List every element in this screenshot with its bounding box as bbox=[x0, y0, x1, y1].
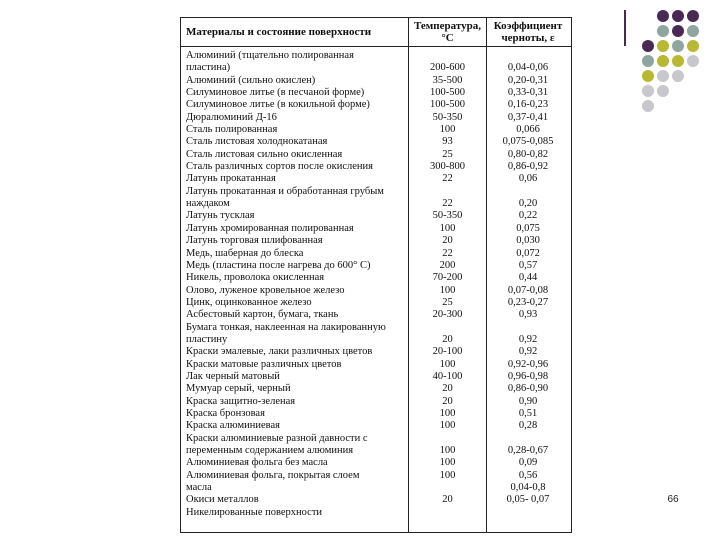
cell-material: Силуминовое литье (в кокильной форме) bbox=[186, 99, 370, 111]
cell-emissivity: 0,072 bbox=[516, 247, 540, 259]
cell-emissivity: 0,37-0,41 bbox=[507, 111, 549, 123]
cell-temperature: 100 bbox=[439, 445, 456, 456]
table-row bbox=[180, 75, 572, 87]
cell-material: Латунь хромированная полированная bbox=[186, 222, 354, 234]
cell-emissivity: 0,44 bbox=[518, 272, 538, 284]
table-row bbox=[180, 445, 572, 457]
table-row bbox=[180, 433, 572, 445]
cell-emissivity: 0,90 bbox=[518, 395, 538, 407]
decor-dot bbox=[657, 85, 669, 97]
cell-emissivity: 0,93 bbox=[518, 309, 538, 321]
decor-dot bbox=[687, 40, 699, 52]
cell-temperature: 40-100 bbox=[432, 370, 463, 382]
cell-emissivity: 0,80-0,82 bbox=[507, 148, 549, 160]
cell-emissivity: 0,04-0,8 bbox=[510, 482, 546, 494]
table-row bbox=[180, 322, 572, 334]
accent-bar bbox=[624, 10, 626, 46]
table-row bbox=[180, 136, 572, 148]
decor-dot bbox=[657, 10, 669, 22]
decor-dot bbox=[657, 25, 669, 37]
cell-emissivity: 0,51 bbox=[518, 407, 538, 419]
cell-temperature: 20 bbox=[442, 235, 453, 247]
table-row bbox=[180, 383, 572, 395]
cell-material: Краски эмалевые, лаки различных цветов bbox=[186, 346, 373, 358]
cell-temperature: 20 bbox=[442, 383, 453, 395]
table-row bbox=[180, 507, 572, 519]
cell-material: Краски алюминиевые разной давности с bbox=[186, 432, 368, 444]
decor-dot bbox=[657, 70, 669, 82]
table-row bbox=[180, 173, 572, 185]
cell-emissivity: 0,075-0,085 bbox=[502, 136, 554, 148]
cell-temperature: 20-100 bbox=[432, 346, 463, 358]
cell-emissivity: 0,57 bbox=[518, 259, 538, 271]
decor-dot bbox=[687, 55, 699, 67]
cell-material: Алюминиевая фольга, покрытая слоем bbox=[186, 469, 360, 481]
cell-temperature: 35-500 bbox=[432, 74, 463, 86]
cell-temperature: 25 bbox=[442, 148, 453, 160]
table-row bbox=[180, 50, 572, 62]
cell-material: Мумуар серый, черный bbox=[186, 383, 291, 395]
table-row bbox=[180, 186, 572, 198]
cell-temperature: 20 bbox=[442, 494, 453, 506]
cell-material: Латунь торговая шлифованная bbox=[186, 235, 323, 247]
table-body bbox=[180, 50, 572, 519]
cell-temperature: 200-600 bbox=[430, 62, 465, 74]
cell-material: наждаком bbox=[186, 198, 230, 210]
cell-material: Дюралюминий Д-16 bbox=[186, 111, 277, 123]
cell-material: пластину bbox=[186, 333, 228, 345]
cell-emissivity: 0,20 bbox=[518, 198, 538, 210]
header-material: Материалы и состояние поверхности bbox=[186, 26, 372, 38]
cell-emissivity: 0,56 bbox=[518, 469, 538, 481]
table-row bbox=[180, 309, 572, 321]
decorative-dots bbox=[624, 8, 720, 118]
table-row bbox=[180, 223, 572, 235]
cell-material: Цинк, оцинкованное железо bbox=[186, 296, 312, 308]
cell-emissivity: 0,04-0,06 bbox=[507, 62, 549, 74]
cell-material: Сталь листовая холоднокатаная bbox=[186, 136, 328, 148]
cell-material: Латунь прокатанная и обработанная грубым bbox=[186, 185, 384, 197]
cell-temperature: 100 bbox=[439, 469, 456, 481]
table-row bbox=[180, 260, 572, 272]
cell-material: Никель, проволока окисленная bbox=[186, 272, 325, 284]
cell-material: Окиси металлов bbox=[186, 494, 259, 506]
cell-emissivity: 0,86-0,92 bbox=[507, 161, 549, 173]
cell-temperature: 100 bbox=[439, 222, 456, 234]
decor-dot bbox=[687, 10, 699, 22]
table-row bbox=[180, 285, 572, 297]
decor-dot bbox=[672, 25, 684, 37]
table-row bbox=[180, 482, 572, 494]
table-row bbox=[180, 112, 572, 124]
header-divider bbox=[180, 46, 572, 47]
cell-temperature: 100 bbox=[439, 407, 456, 419]
header-temperature: Температура, °C bbox=[414, 20, 481, 44]
cell-material: Силуминовое литье (в песчаной форме) bbox=[186, 87, 365, 99]
cell-material: Медь (пластина после нагрева до 600° С) bbox=[186, 259, 371, 271]
cell-material: Медь, шаберная до блеска bbox=[186, 247, 304, 259]
header-emissivity: Коэффициент черноты, ε bbox=[493, 20, 563, 44]
cell-material: Асбестовый картон, бумага, ткань bbox=[186, 309, 339, 321]
decor-dot bbox=[642, 40, 654, 52]
cell-material: Латунь тусклая bbox=[186, 210, 255, 222]
cell-temperature: 200 bbox=[439, 259, 456, 271]
table-row bbox=[180, 272, 572, 284]
cell-material: Лак черный матовый bbox=[186, 370, 280, 382]
cell-material: пластина) bbox=[186, 62, 231, 74]
table-row bbox=[180, 396, 572, 408]
cell-material: Сталь различных сортов после окисления bbox=[186, 161, 373, 173]
cell-material: Сталь листовая сильно окисленная bbox=[186, 148, 343, 160]
cell-temperature: 93 bbox=[442, 136, 453, 148]
cell-material: Алюминий (тщательно полированная bbox=[186, 50, 354, 61]
cell-emissivity: 0,16-0,23 bbox=[507, 99, 549, 111]
cell-emissivity: 0,28-0,67 bbox=[507, 445, 549, 456]
decor-dot bbox=[642, 70, 654, 82]
table-row bbox=[180, 297, 572, 309]
cell-material: Алюминиевая фольга без масла bbox=[186, 457, 328, 469]
cell-emissivity: 0,22 bbox=[518, 210, 538, 222]
cell-emissivity: 0,92-0,96 bbox=[507, 358, 549, 370]
cell-temperature: 25 bbox=[442, 296, 453, 308]
cell-material: Краска бронзовая bbox=[186, 407, 265, 419]
table-row bbox=[180, 87, 572, 99]
table-row bbox=[180, 124, 572, 136]
cell-temperature: 100 bbox=[439, 420, 456, 432]
table-row bbox=[180, 149, 572, 161]
cell-emissivity: 0,06 bbox=[518, 173, 538, 185]
cell-temperature: 100 bbox=[439, 124, 456, 136]
cell-material: Олово, луженое кровельное железо bbox=[186, 284, 345, 296]
table-row bbox=[180, 161, 572, 173]
cell-temperature: 22 bbox=[442, 247, 453, 259]
table-row bbox=[180, 99, 572, 111]
cell-temperature: 100 bbox=[439, 358, 456, 370]
cell-material: Никелированные поверхности bbox=[186, 506, 323, 518]
cell-emissivity: 0,030 bbox=[516, 235, 540, 247]
scanned-table bbox=[180, 17, 572, 533]
table-row bbox=[180, 210, 572, 222]
table-row bbox=[180, 494, 572, 506]
cell-emissivity: 0,92 bbox=[518, 333, 538, 345]
table-row bbox=[180, 334, 572, 346]
decor-dot bbox=[687, 25, 699, 37]
cell-temperature: 70-200 bbox=[432, 272, 463, 284]
cell-temperature: 20 bbox=[442, 333, 453, 345]
decor-dot bbox=[672, 55, 684, 67]
cell-temperature: 100-500 bbox=[430, 87, 465, 99]
page-number: 66 bbox=[667, 494, 679, 505]
cell-material: Краски матовые различных цветов bbox=[186, 358, 342, 370]
decor-dot bbox=[657, 55, 669, 67]
table-row bbox=[180, 371, 572, 383]
cell-material: масла bbox=[186, 482, 212, 494]
cell-material: переменным содержанием алюминия bbox=[186, 445, 354, 456]
cell-temperature: 100 bbox=[439, 284, 456, 296]
cell-emissivity: 0,96-0,98 bbox=[507, 370, 549, 382]
table-row bbox=[180, 457, 572, 469]
cell-material: Краска алюминиевая bbox=[186, 420, 280, 432]
cell-emissivity: 0,075 bbox=[516, 222, 540, 234]
cell-temperature: 22 bbox=[442, 173, 453, 185]
cell-temperature: 50-350 bbox=[432, 210, 463, 222]
table-row bbox=[180, 359, 572, 371]
cell-emissivity: 0,33-0,31 bbox=[507, 87, 549, 99]
cell-emissivity: 0,20-0,31 bbox=[507, 74, 549, 86]
decor-dot bbox=[642, 55, 654, 67]
decor-dot bbox=[642, 85, 654, 97]
cell-material: Сталь полированная bbox=[186, 124, 278, 136]
cell-emissivity: 0,23-0,27 bbox=[507, 296, 549, 308]
table-row bbox=[180, 248, 572, 260]
cell-emissivity: 0,92 bbox=[518, 346, 538, 358]
table-row bbox=[180, 62, 572, 74]
decor-dot bbox=[672, 10, 684, 22]
cell-emissivity: 0,066 bbox=[516, 124, 540, 136]
table-row bbox=[180, 198, 572, 210]
cell-temperature: 50-350 bbox=[432, 111, 463, 123]
cell-emissivity: 0,07-0,08 bbox=[507, 284, 549, 296]
table-row bbox=[180, 408, 572, 420]
cell-temperature: 300-800 bbox=[430, 161, 465, 173]
cell-temperature: 100-500 bbox=[430, 99, 465, 111]
table-row bbox=[180, 235, 572, 247]
cell-material: Латунь прокатанная bbox=[186, 173, 276, 185]
decor-dot bbox=[657, 40, 669, 52]
cell-emissivity: 0,09 bbox=[518, 457, 538, 469]
decor-dot bbox=[672, 40, 684, 52]
cell-temperature: 20 bbox=[442, 395, 453, 407]
cell-material: Бумага тонкая, наклеенная на лакированную bbox=[186, 321, 386, 333]
cell-temperature: 20-300 bbox=[432, 309, 463, 321]
cell-emissivity: 0,05- 0,07 bbox=[506, 494, 550, 506]
table-row bbox=[180, 470, 572, 482]
table-row bbox=[180, 346, 572, 358]
decor-dot bbox=[672, 70, 684, 82]
cell-material: Краска защитно-зеленая bbox=[186, 395, 296, 407]
cell-temperature: 22 bbox=[442, 198, 453, 210]
table-row bbox=[180, 420, 572, 432]
cell-temperature: 100 bbox=[439, 457, 456, 469]
decor-dot bbox=[642, 100, 654, 112]
cell-emissivity: 0,86-0,90 bbox=[507, 383, 549, 395]
cell-emissivity: 0,28 bbox=[518, 420, 538, 432]
cell-material: Алюминий (сильно окислен) bbox=[186, 74, 316, 86]
